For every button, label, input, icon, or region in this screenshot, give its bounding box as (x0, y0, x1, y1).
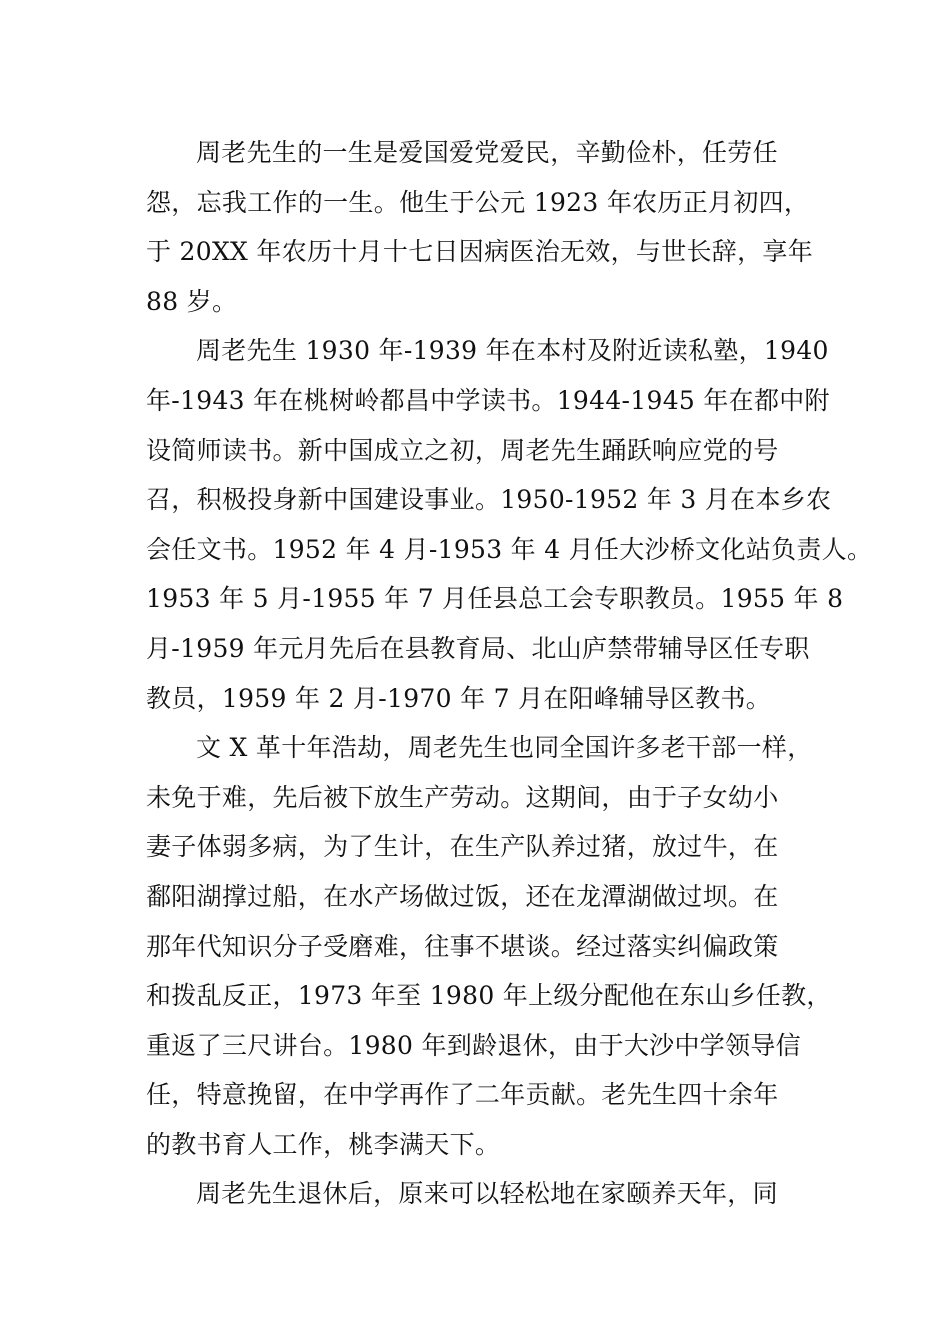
document-body (146, 128, 873, 1219)
text-line: 鄱阳湖撑过船，在水产场做过饭，还在龙潭湖做过坝。在 (146, 881, 779, 911)
text-line: 文 X 革十年浩劫，周老先生也同全国许多老干部一样， (196, 733, 813, 763)
text-line: 会任文书。1952 年 4 月-1953 年 4 月任大沙桥文化站负责人。 (146, 534, 873, 564)
text-line: 周老先生退休后，原来可以轻松地在家颐养天年，同 (196, 1179, 778, 1209)
text-line: 1953 年 5 月-1955 年 7 月任县总工会专职教员。1955 年 8 (146, 584, 844, 614)
text-line: 于 20XX 年农历十月十七日因病医治无效，与世长辞，享年 (146, 237, 814, 267)
text-line: 设简师读书。新中国成立之初，周老先生踊跃响应党的号 (146, 435, 779, 465)
text-line: 教员，1959 年 2 月-1970 年 7 月在阳峰辅导区教书。 (146, 683, 772, 713)
text-line: 周老先生 1930 年-1939 年在本村及附近读私塾，1940 (196, 336, 829, 366)
text-line: 88 岁。 (146, 286, 238, 316)
text-line: 妻子体弱多病，为了生计，在生产队养过猪，放过牛，在 (146, 832, 779, 862)
paragraph-4 (146, 1169, 810, 1219)
text-line: 年-1943 年在桃树岭都昌中学读书。1944-1945 年在都中附 (146, 385, 830, 415)
text-line: 周老先生的一生是爱国爱党爱民，辛勤俭朴，任劳任 (196, 138, 778, 167)
text-line: 那年代知识分子受磨难，往事不堪谈。经过落实纠偏政策 (146, 931, 779, 961)
paragraph-1 (146, 128, 814, 326)
text-line: 未免于难，先后被下放生产劳动。这期间，由于子女幼小 (146, 782, 779, 812)
paragraph-2 (146, 326, 873, 723)
text-line: 和拨乱反正，1973 年至 1980 年上级分配他在东山乡任教， (146, 981, 832, 1011)
text-line: 的教书育人工作，桃李满天下。 (146, 1129, 501, 1159)
text-line: 怨，忘我工作的一生。他生于公元 1923 年农历正月初四， (146, 187, 810, 217)
paragraph-3 (146, 723, 832, 1169)
text-line: 任，特意挽留，在中学再作了二年贡献。老先生四十余年 (146, 1080, 779, 1110)
text-line: 重返了三尺讲台。1980 年到龄退休，由于大沙中学领导信 (146, 1030, 801, 1060)
text-line: 召，积极投身新中国建设事业。1950-1952 年 3 月在本乡农 (146, 485, 832, 515)
text-line: 月-1959 年元月先后在县教育局、北山庐禁带辅导区任专职 (146, 633, 810, 663)
